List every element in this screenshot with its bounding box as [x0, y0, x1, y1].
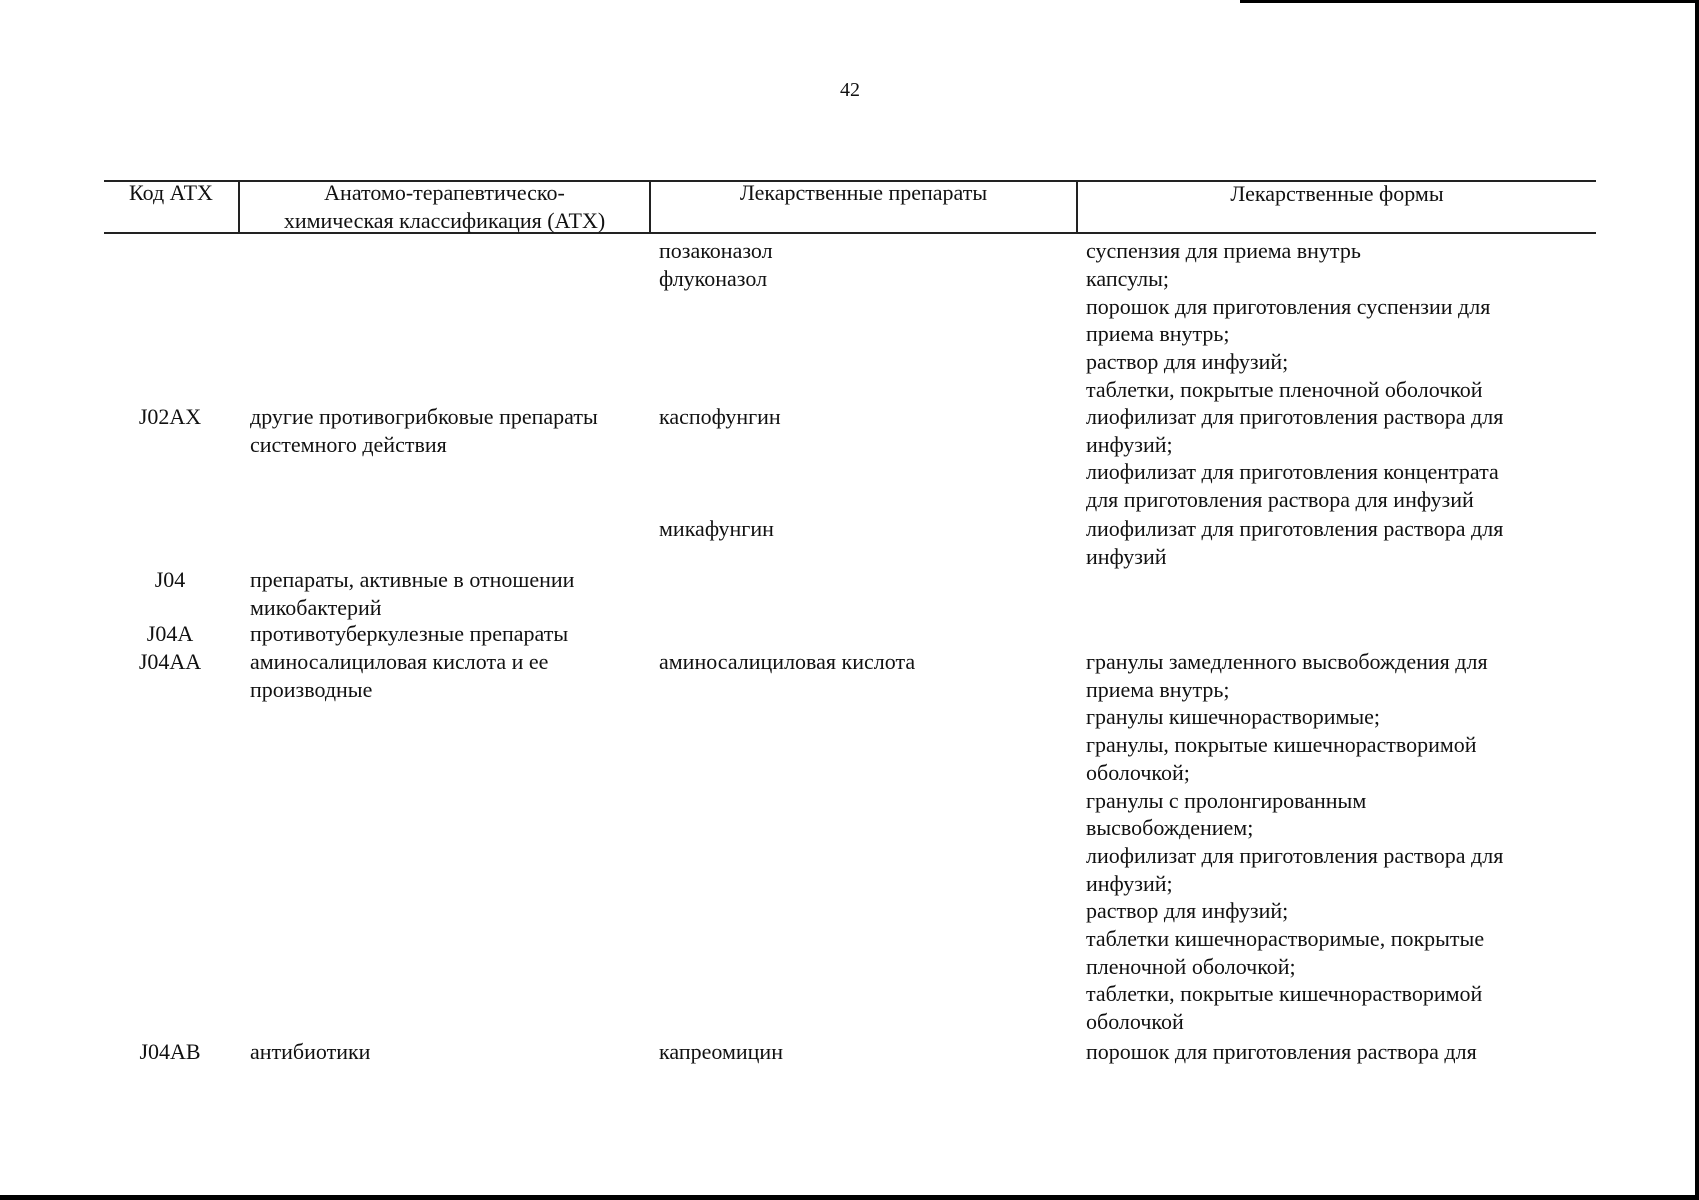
cell-atc-code: J02AX — [138, 404, 202, 429]
cell-dosage-forms-line: гранулы с пролонгированным — [1086, 787, 1367, 813]
cell-dosage-forms-line: приема внутрь; — [1086, 676, 1230, 702]
header-drugs: Лекарственные препараты — [739, 180, 988, 205]
cell-atc-classification-line: антибиотики — [250, 1039, 371, 1064]
cell-drug-name — [659, 1038, 1059, 1066]
cell-dosage-forms — [1086, 1038, 1566, 1066]
cell-atc-code: J04AB — [139, 1039, 201, 1064]
cell-dosage-forms-line: пленочной оболочкой; — [1086, 953, 1296, 979]
cell-drug-name-line: позаконазол — [659, 238, 773, 263]
cell-atc-classification — [250, 1038, 650, 1066]
cell-drug-name — [659, 648, 1059, 676]
scan-edge-right — [1695, 0, 1699, 1200]
cell-atc-classification-line: производные — [250, 676, 373, 702]
cell-atc-code: J04A — [146, 621, 194, 646]
cell-dosage-forms-line: порошок для приготовления раствора для — [1086, 1039, 1477, 1064]
cell-dosage-forms-line: лиофилизат для приготовления раствора для — [1086, 842, 1504, 868]
cell-atc-classification-line: аминосалициловая кислота и ее — [250, 649, 549, 674]
cell-dosage-forms-line: капсулы; — [1086, 266, 1169, 291]
cell-dosage-forms-line: порошок для приготовления суспензии для — [1086, 293, 1491, 319]
cell-atc-classification — [250, 648, 650, 703]
cell-dosage-forms-line: суспензия для приема внутрь — [1086, 238, 1361, 263]
cell-drug-name-line: микафунгин — [659, 516, 774, 541]
cell-atc-classification — [250, 620, 650, 648]
cell-atc-classification-line: микобактерий — [250, 594, 382, 620]
cell-dosage-forms-line: приема внутрь; — [1086, 321, 1230, 347]
header-atc-classification-line-2: химическая классификация (АТХ) — [283, 208, 606, 233]
header-dosage-forms: Лекарственные формы — [1230, 181, 1444, 206]
header-atc-classification-line-1: Анатомо-терапевтическо- — [324, 180, 565, 205]
cell-dosage-forms-line: гранулы замедленного высвобождения для — [1086, 649, 1488, 674]
cell-dosage-forms-line: лиофилизат для приготовления раствора для — [1086, 516, 1504, 541]
scan-edge-bottom — [0, 1195, 1699, 1200]
cell-dosage-forms — [1086, 648, 1566, 1036]
cell-dosage-forms-line: таблетки, покрытые кишечнорастворимой — [1086, 981, 1483, 1007]
cell-dosage-forms-line: высвобождением; — [1086, 815, 1254, 841]
cell-atc-code: J04 — [154, 567, 186, 592]
cell-dosage-forms — [1086, 237, 1566, 265]
cell-drug-name-line: каспофунгин — [659, 404, 781, 429]
cell-dosage-forms-line: для приготовления раствора для инфузий — [1086, 487, 1474, 513]
cell-drug-name — [659, 403, 1059, 431]
cell-atc-classification — [250, 566, 650, 621]
cell-drug-name — [659, 265, 1059, 293]
cell-dosage-forms — [1086, 265, 1566, 404]
cell-dosage-forms-line: оболочкой — [1086, 1009, 1184, 1035]
cell-dosage-forms-line: таблетки кишечнорастворимые, покрытые — [1086, 926, 1485, 952]
cell-drug-name — [659, 515, 1059, 543]
cell-atc-classification — [250, 403, 650, 458]
cell-dosage-forms-line: инфузий; — [1086, 870, 1173, 896]
cell-dosage-forms-line: гранулы, покрытые кишечнорастворимой — [1086, 732, 1477, 758]
cell-atc-classification-line: препараты, активные в отношении — [250, 567, 575, 592]
page-number: 42 — [840, 79, 860, 101]
cell-atc-classification-line: другие противогрибковые препараты — [250, 404, 598, 429]
cell-atc-classification-line: системного действия — [250, 431, 447, 457]
cell-dosage-forms-line: лиофилизат для приготовления раствора для — [1086, 404, 1504, 429]
cell-drug-name-line: флуконазол — [659, 266, 768, 291]
cell-atc-classification-line: противотуберкулезные препараты — [250, 621, 569, 646]
cell-dosage-forms-line: инфузий; — [1086, 431, 1173, 457]
cell-dosage-forms-line: инфузий — [1086, 543, 1167, 569]
cell-drug-name-line: аминосалициловая кислота — [659, 649, 916, 674]
cell-dosage-forms-line: раствор для инфузий; — [1086, 898, 1289, 924]
header-code-atc: Код АТХ — [129, 180, 213, 205]
scan-edge-top — [1240, 0, 1699, 3]
cell-dosage-forms-line: оболочкой; — [1086, 759, 1190, 785]
cell-dosage-forms-line: таблетки, покрытые пленочной оболочкой — [1086, 376, 1483, 402]
cell-dosage-forms — [1086, 403, 1566, 514]
cell-dosage-forms-line: лиофилизат для приготовления концентрата — [1086, 459, 1499, 485]
header-atc-classification — [240, 179, 649, 235]
cell-drug-name — [659, 237, 1059, 265]
cell-dosage-forms-line: раствор для инфузий; — [1086, 349, 1289, 375]
cell-dosage-forms-line: гранулы кишечнорастворимые; — [1086, 704, 1381, 730]
cell-dosage-forms — [1086, 515, 1566, 570]
cell-drug-name-line: капреомицин — [659, 1039, 783, 1064]
cell-atc-code: J04AA — [138, 649, 202, 674]
